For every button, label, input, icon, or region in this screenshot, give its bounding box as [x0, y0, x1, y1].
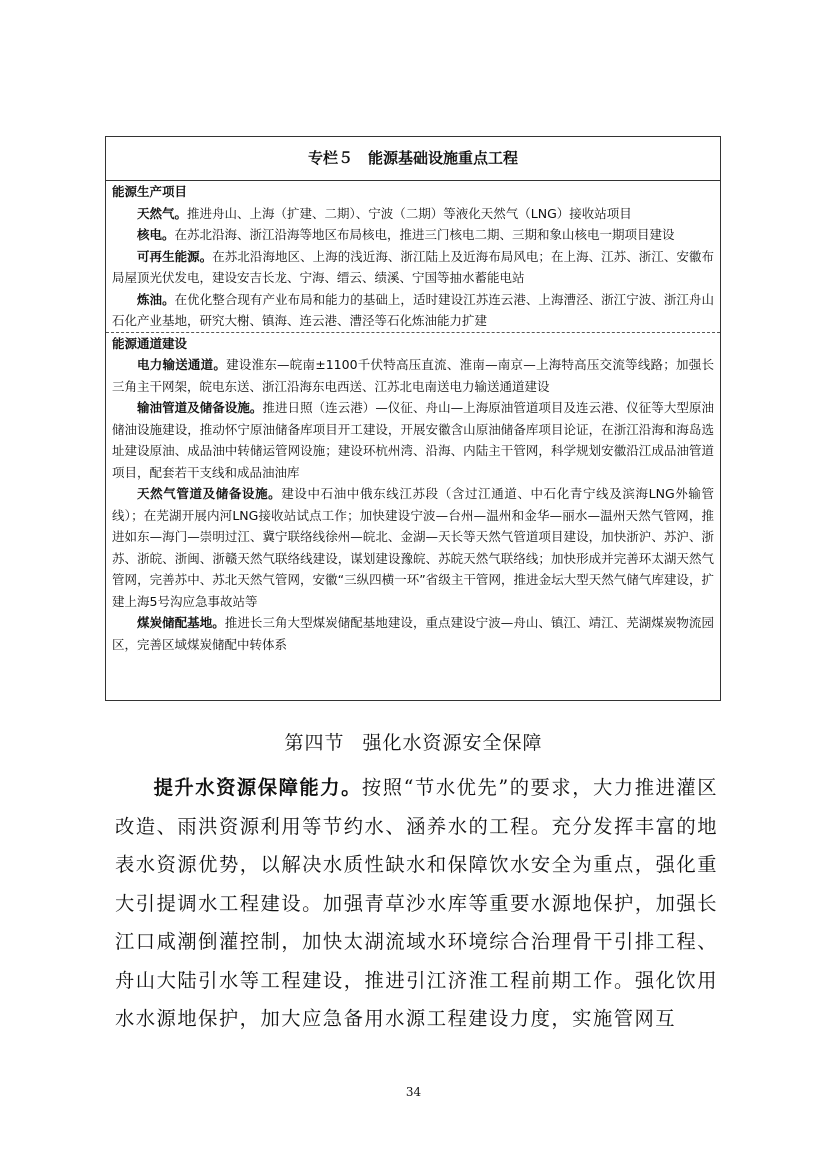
- item-power-transmission: [112, 354, 714, 397]
- item-term: 核电。: [137, 227, 175, 242]
- item-text: 推进舟山、上海（扩建、二期）、宁波（二期）等液化天然气（LNG）接收站项目: [187, 205, 632, 221]
- paragraph-text: 按照“节水优先”的要求，大力推进灌区改造、雨洪资源利用等节约水、涵养水的工程。充分发挥丰富的地表水资源优势，以解决水质性缺水和保障饮水安全为重点，强化重大引提调水工程建设。加强青草沙水库等重要水源地保护，加强长江口咸潮倒灌控制，加快太湖流域水环境综合治理骨干引排工程、舟山大陆引水等工程建设，推进引江济淮工程前期工作。强化饮用水水源地保护，加大应急备用水源工程建设力度，实施管网互: [115, 776, 719, 1030]
- item-term: 煤炭储配基地。: [137, 615, 225, 630]
- item-oil-pipeline: [112, 397, 714, 483]
- section-title: 强化水资源安全保障: [362, 732, 543, 754]
- item-term: 电力输送通道。: [137, 357, 227, 372]
- item-text: 在优化整合现有产业布局和能力的基础上，适时建设江苏连云港、上海漕泾、浙江宁波、浙江舟山石化产业基地，研究大榭、镇海、连云港、漕泾等石化炼油能力扩建: [112, 291, 714, 328]
- item-term: 天然气。: [137, 205, 188, 221]
- item-natural-gas: [112, 203, 714, 225]
- paragraph-lead: 提升水资源保障能力。: [153, 776, 362, 799]
- item-term: 可再生能源。: [137, 248, 213, 264]
- section-energy-channels: [106, 332, 720, 656]
- energy-infrastructure-box: [105, 136, 721, 701]
- item-term: 炼油。: [137, 291, 175, 307]
- item-nuclear: [112, 224, 714, 246]
- item-text: 推进日照（连云港）—仪征、舟山—上海原油管道项目及连云港、仪征等大型原油储油设施建设，推动怀宁原油储备库项目开工建设，开展安徽含山原油储备库项目论证，在浙江沿海和海岛选址建设原油、成品油中转储运管网设施；建设环杭州湾、沿海、内陆主干管网，科学规划安徽沿江成品油管道项目，配套若干支线和成品油油库: [112, 400, 714, 480]
- section-heading: 能源生产项目: [112, 184, 188, 199]
- section-number: 第四节: [284, 732, 345, 754]
- box-title: 专栏５ 能源基础设施重点工程: [106, 137, 720, 181]
- item-renewable: [112, 246, 714, 289]
- section-energy-production: [106, 181, 720, 332]
- page-number: 34: [405, 1085, 422, 1099]
- item-text: 建设淮东—皖南±1100千伏特高压直流、淮南—南京—上海特高压交流等线路；加强长三角主干网架，皖电东送、浙江沿海东电西送、江苏北电南送电力输送通道建设: [112, 357, 714, 394]
- body-paragraph: [115, 769, 718, 1039]
- section-heading: 能源通道建设: [112, 335, 188, 351]
- item-gas-pipeline: [112, 483, 714, 612]
- item-refining: [112, 289, 714, 332]
- item-coal-storage: [112, 612, 714, 655]
- item-text: 推进长三角大型煤炭储配基地建设，重点建设宁波—舟山、镇江、靖江、芜湖煤炭物流园区，完善区域煤炭储配中转体系: [112, 615, 714, 652]
- item-term: 天然气管道及储备设施。: [137, 486, 282, 501]
- item-text: 建设中石油中俄东线江苏段（含过江通道、中石化青宁线及滨海LNG外输管线）；在芜湖开展内河LNG接收站试点工作；加快建设宁波—台州—温州和金华—丽水—温州天然气管网，推进如东—海门—崇明过江、冀宁联络线徐州—皖北、金湖—天长等天然气管道项目建设，加快浙沪、苏沪、浙苏、浙皖、浙闽、浙赣天然气联络线建设，谋划建设豫皖、苏皖天然气联络线；加快形成并完善环太湖天然气管网，完善苏中、苏北天然气管网，安徽“三纵四横一环”省级主干管网，推进金坛大型天然气储气库建设，扩建上海5号沟应急事故站等: [112, 486, 714, 609]
- item-text: 在苏北沿海、浙江沿海等地区布局核电，推进三门核电二期、三期和象山核电一期项目建设: [174, 227, 675, 242]
- section-heading-title: [0, 728, 827, 755]
- item-term: 输油管道及储备设施。: [137, 400, 263, 415]
- item-text: 在苏北沿海地区、上海的浅近海、浙江陆上及近海布局风电；在上海、江苏、浙江、安徽布局屋顶光伏发电，建设安吉长龙、宁海、缙云、绩溪、宁国等抽水蓄能电站: [112, 248, 714, 285]
